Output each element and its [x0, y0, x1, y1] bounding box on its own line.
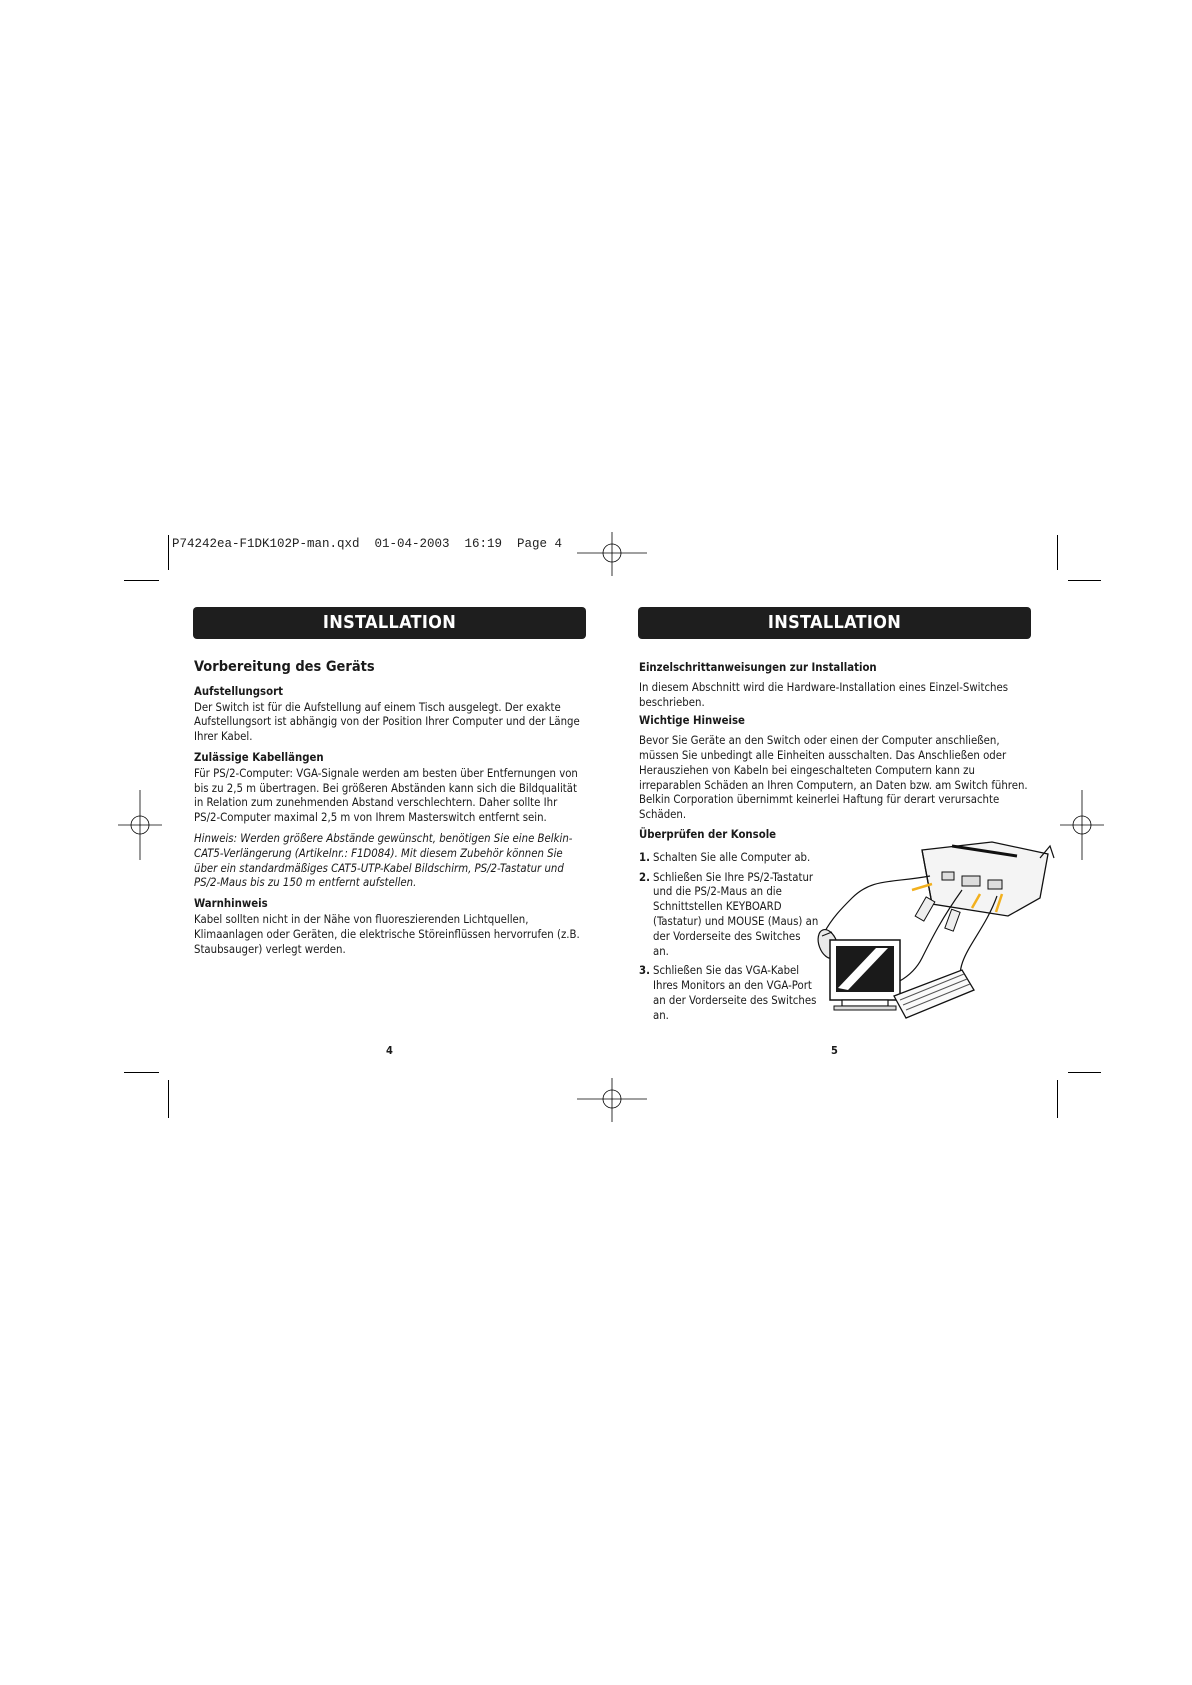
kvm-switch-icon	[922, 842, 1054, 916]
section-heading: Aufstellungsort	[194, 684, 283, 698]
file-slug: P74242ea-F1DK102P-man.qxd 01-04-2003 16:19 Page 4	[172, 537, 563, 551]
section-heading: Überprüfen der Konsole	[639, 827, 777, 841]
steps-list	[639, 851, 819, 1024]
crop-mark	[1068, 580, 1101, 581]
left-page-content	[194, 660, 586, 963]
step-number: 2.	[639, 870, 650, 884]
step-number: 1.	[639, 850, 650, 864]
section-heading: Einzelschrittanweisungen zur Installation	[639, 661, 877, 674]
crop-mark	[1057, 1080, 1058, 1118]
section-heading: Wichtige Hinweise	[639, 714, 745, 728]
crop-mark	[124, 580, 159, 581]
intro-text: In diesem Abschnitt wird die Hardware-Installation eines Einzel-Switches beschrieben.	[639, 680, 1009, 709]
section-heading: Warnhinweis	[194, 897, 268, 911]
step-text: Schließen Sie das VGA-Kabel Ihres Monitors an den VGA-Port an der Vorderseite des Switches an.	[653, 964, 817, 1022]
section-heading: Zulässige Kabellängen	[194, 750, 324, 764]
crop-mark	[1057, 535, 1058, 570]
page-number-right: 5	[831, 1044, 838, 1057]
important-text: Bevor Sie Geräte an den Switch oder einen der Computer anschließen, müssen Sie unbedingt alle Einheiten ausschalten. Das Anschließen oder Herausziehen von Kabeln bei eingeschalteten Computern kann zu irreparablen Schäden an Ihren Computern, an Daten bzw. am Switch führen. Belkin Corporation übernimmt keinerlei Haftung für derart verursachte Schäden.	[639, 734, 1028, 822]
registration-mark-icon	[118, 790, 162, 860]
monitor-icon	[830, 940, 900, 1010]
step-text: Schließen Sie Ihre PS/2-Tastatur und die PS/2-Maus an die Schnittstellen KEYBOARD (Tastatur) und MOUSE (Maus) an der Vorderseite des Switches an.	[653, 870, 819, 958]
left-section-banner: INSTALLATION	[193, 607, 586, 639]
step-number: 3.	[639, 964, 650, 978]
list-item	[639, 871, 819, 960]
right-section-banner: INSTALLATION	[638, 607, 1031, 639]
registration-mark-icon	[577, 532, 647, 576]
registration-mark-icon	[577, 1078, 647, 1122]
section-text: Für PS/2-Computer: VGA-Signale werden am besten über Entfernungen von bis zu 2,5 m übertragen. Bei größeren Abständen kann sich die Bildqualität in Relation zum zunehmenden Abstand verschlechtern. Daher sollte Ihr PS/2-Computer maximal 2,5 m von Ihrem Masterswitch entfernt sein.	[194, 766, 578, 825]
crop-mark	[1068, 1072, 1101, 1073]
section-text: Der Switch ist für die Aufstellung auf einem Tisch ausgelegt. Der exakte Aufstellungsort ist abhängig von der Position Ihrer Computer und der Länge Ihrer Kabel.	[194, 700, 580, 744]
note-text: Hinweis: Werden größere Abstände gewünscht, benötigen Sie eine Belkin-CAT5-Verlängerung (Artikelnr.: F1D084). Mit diesem Zubehör können Sie über ein standardmäßiges CAT5-UTP-Kabel Bildschirm, PS/2-Tastatur und PS/2-Maus bis zu 150 m entfernt aufstellen.	[194, 831, 573, 890]
crop-mark	[124, 1072, 159, 1073]
kvm-setup-illustration	[812, 838, 1072, 1023]
section-text: Kabel sollten nicht in der Nähe von fluoreszierenden Lichtquellen, Klimaanlagen oder Geräten, die elektrische Störeinflüssen hervorrufen (z.B. Staubsauger) verlegt werden.	[194, 912, 580, 956]
crop-mark	[168, 1080, 169, 1118]
list-item	[639, 851, 819, 866]
step-text: Schalten Sie alle Computer ab.	[653, 850, 811, 864]
page-number-left: 4	[386, 1044, 393, 1057]
page-title: Vorbereitung des Geräts	[194, 659, 375, 675]
crop-mark	[168, 535, 169, 570]
list-item	[639, 964, 819, 1023]
